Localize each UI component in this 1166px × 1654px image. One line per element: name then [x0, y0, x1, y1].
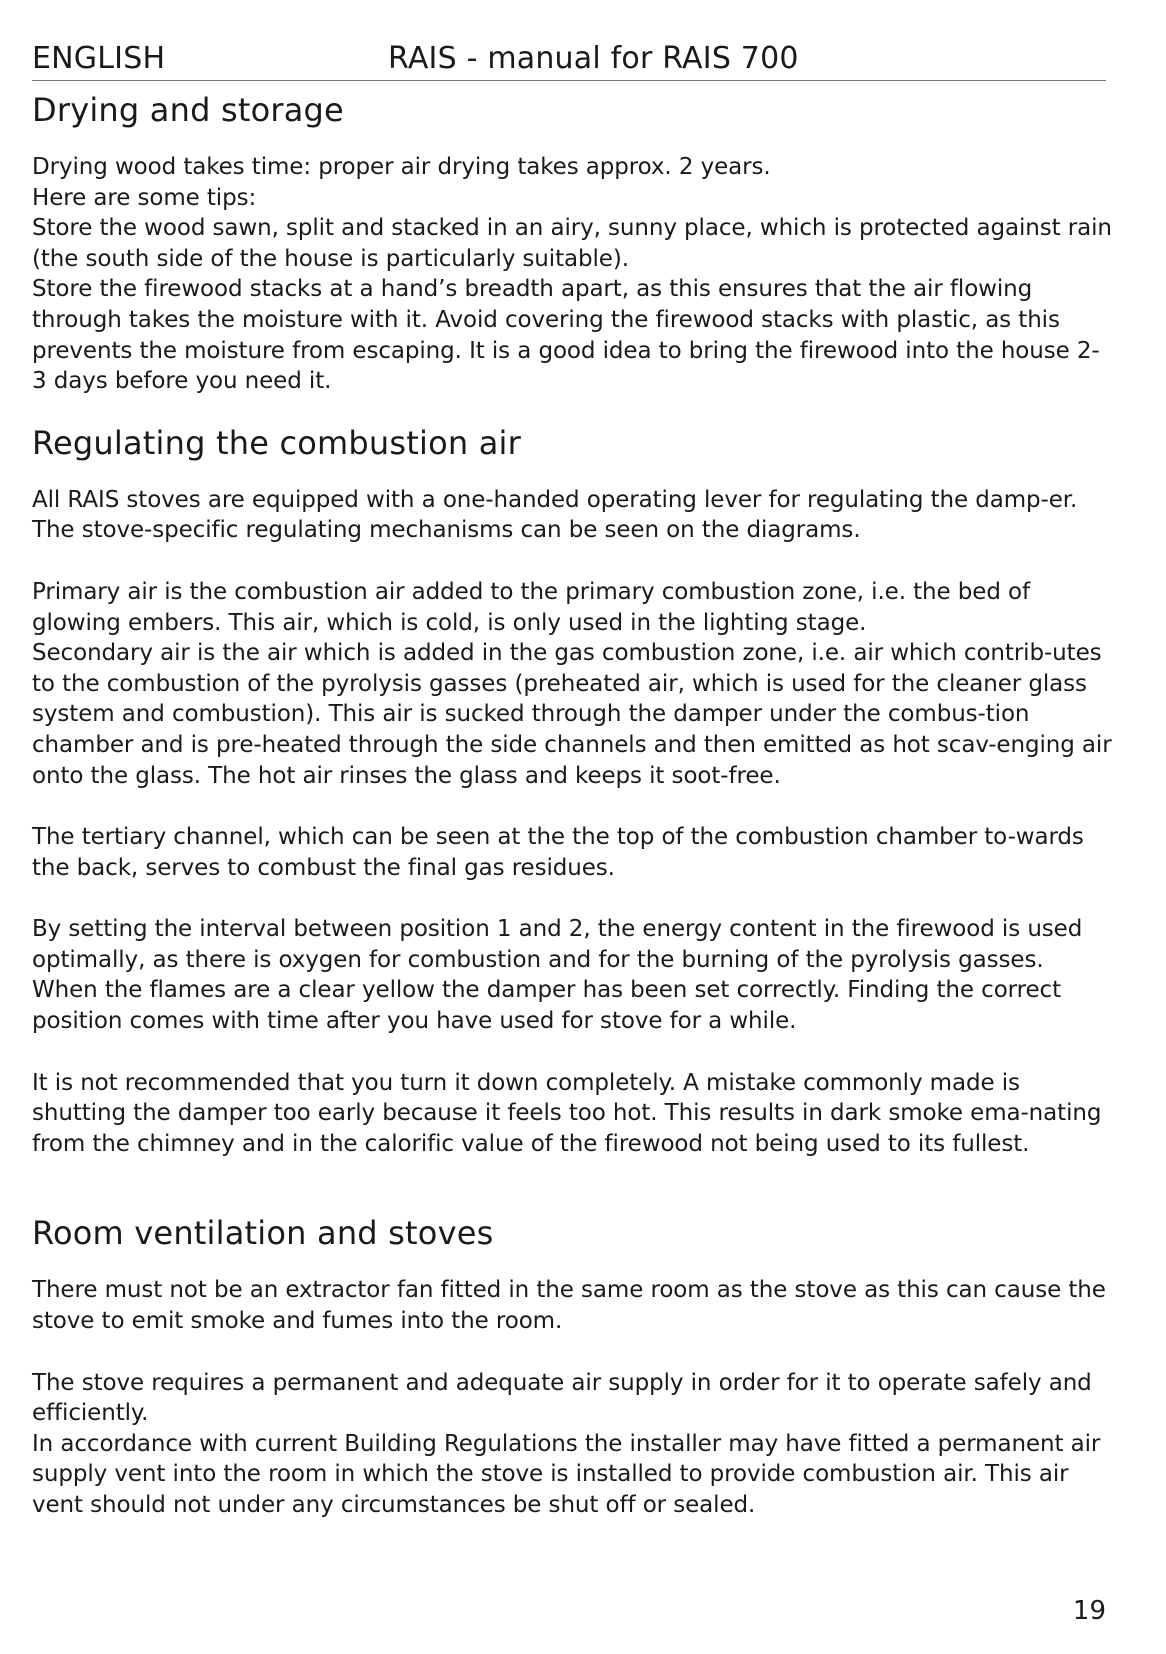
paragraph: The stove requires a permanent and adequate air supply in order for it to operate safely and efficiently. — [32, 1369, 1092, 1427]
paragraph: In accordance with current Building Regulations the installer may have fitted a permanent air supply vent into the room in which the stove is installed to provide combustion air. This air vent should not under any circumstances be shut off or sealed. — [32, 1430, 1101, 1518]
section-heading: Drying and storage — [32, 91, 344, 129]
paragraph: Here are some tips: — [32, 184, 257, 211]
paragraph: Secondary air is the air which is added in the gas combustion zone, i.e. air which contrib-utes to the combustion of the pyrolysis gasses (preheated air, which is used for the cleaner glass system and combustion). This air is sucked through the damper under the combus-tion chamber and is pre-heated through the side channels and then emitted as hot scav-enging air onto the glass. The hot air rinses the glass and keeps it soot-free. — [32, 640, 1112, 789]
paragraph: Drying wood takes time: proper air drying takes approx. 2 years. — [32, 154, 771, 180]
page-header — [32, 40, 1106, 81]
paragraph: Store the wood sawn, split and stacked in an airy, sunny place, which is protected against rain (the south side of the house is particularly suitable). — [32, 215, 1112, 272]
paragraph: There must not be an extractor fan fitted in the same room as the stove as this can cause the stove to emit smoke and fumes into the room. — [32, 1277, 1106, 1335]
section-regulating-combustion-air — [32, 417, 1112, 1160]
paragraph: All RAIS stoves are equipped with a one-handed operating lever for regulating the damp-er. The stove-specific regulating mechanisms can be seen on the diagrams. — [32, 486, 1078, 544]
page-content — [32, 84, 1112, 1521]
paragraph: By setting the interval between position 1 and 2, the energy content in the firewood is used optimally, as there is oxygen for combustion and for the burning of the pyrolysis gasses. When the flames are a clear yellow the damper has been set correctly. Finding the correct position comes with time after you have used for stove for a while. — [32, 916, 1083, 1035]
paragraph: It is not recommended that you turn it down completely. A mistake commonly made is shutting the damper too early because it feels too hot. This results in dark smoke ema-nating from the chimney and in the calorific value of the firewood not being used to its fullest. — [32, 1069, 1102, 1157]
paragraph: Primary air is the combustion air added to the primary combustion zone, i.e. the bed of glowing embers. This air, which is cold, is only used in the lighting stage. — [32, 578, 1031, 636]
paragraph: The tertiary channel, which can be seen at the the top of the combustion chamber to-wards the back, serves to combust the final gas residues. — [32, 824, 1084, 881]
paragraph: Store the firewood stacks at a hand’s breadth apart, as this ensures that the air flowing through takes the moisture with it. Avoid covering the firewood stacks with plastic, as this prevents the moisture from escaping. It is a good idea to bring the firewood into the house 2-3 days before you need it. — [32, 276, 1100, 395]
page-number: 19 — [1072, 1596, 1106, 1626]
document-title: RAIS - manual for RAIS 700 — [388, 41, 799, 76]
section-heading: Regulating the combustion air — [32, 423, 522, 462]
section-heading: Room ventilation and stoves — [32, 1214, 494, 1253]
section-room-ventilation — [32, 1207, 1112, 1520]
section-drying-and-storage — [32, 84, 1112, 397]
language-label: ENGLISH — [32, 41, 166, 76]
